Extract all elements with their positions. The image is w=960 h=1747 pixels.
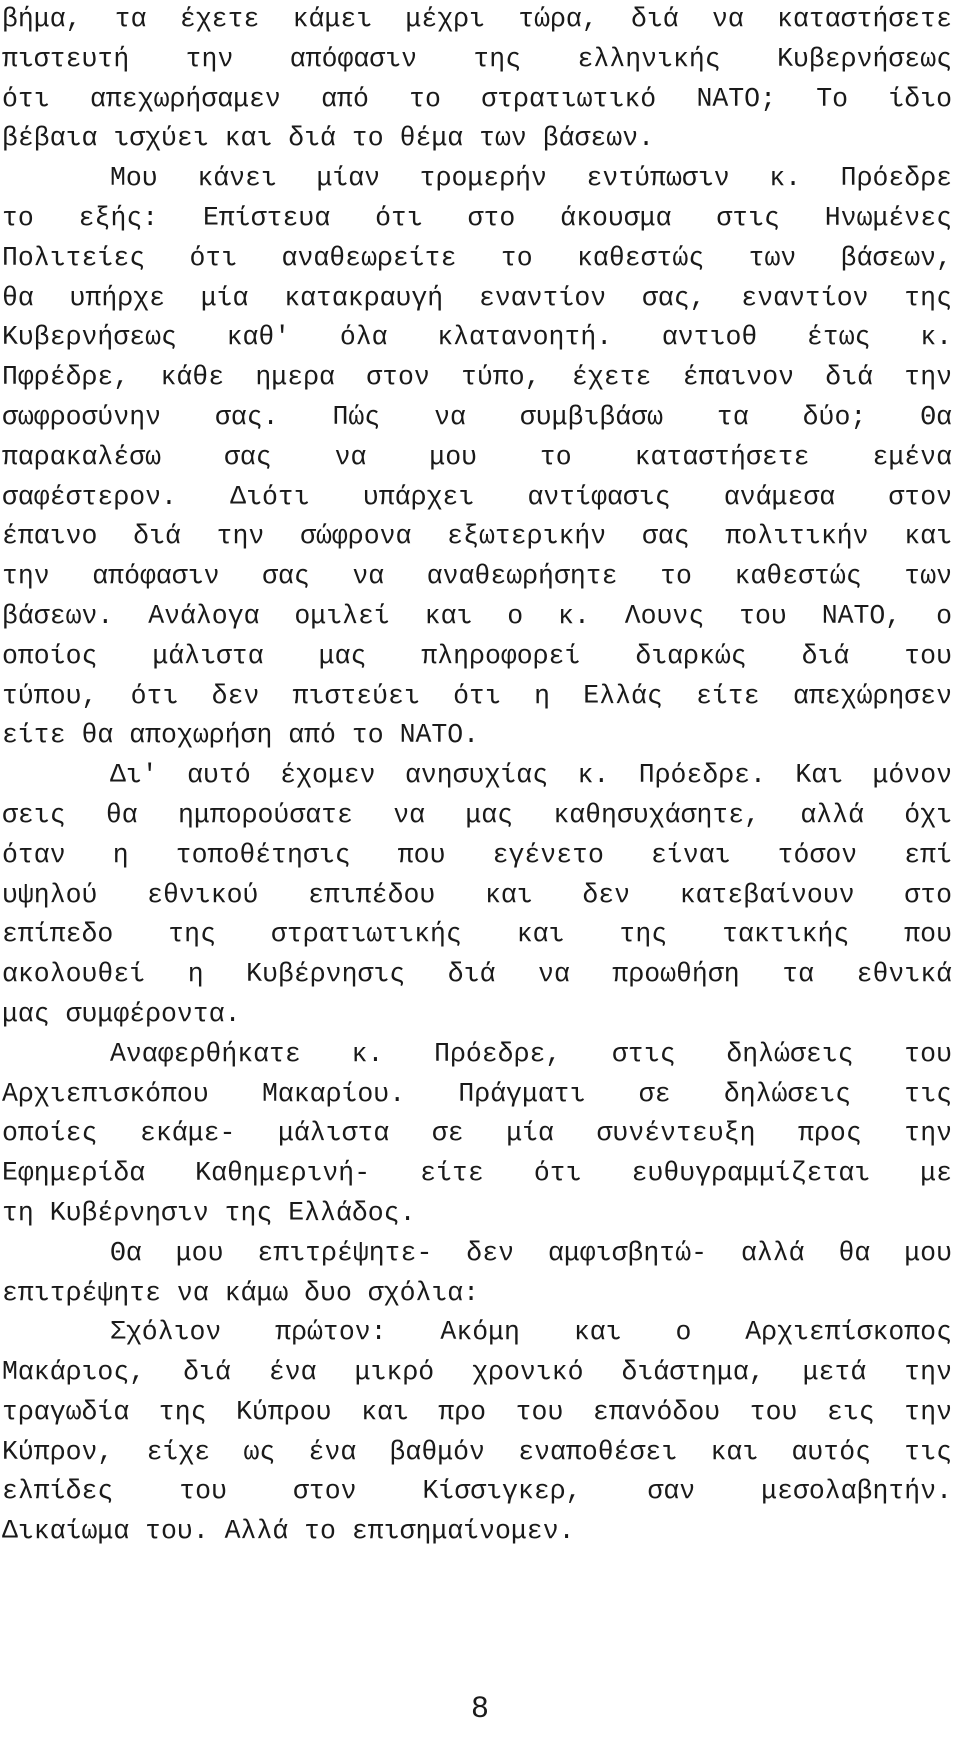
text-line: τύπου, ότι δεν πιστεύει ότι η Ελλάς είτε απεχώρησεν <box>2 680 952 711</box>
text-line: Εφημερίδα Καθημερινή- είτε ότι ευθυγραμμίζεται με <box>2 1158 952 1189</box>
page-number: 8 <box>471 1691 489 1724</box>
text-line: Πολιτείες ότι αναθεωρείτε το καθεστώς των βάσεων, <box>2 242 952 273</box>
text-line: τη Κυβέρνησιν της Ελλάδος. <box>2 1197 416 1228</box>
text-line: σωφροσύνην σας. Πώς να συμβιβάσω τα δύο; Θα <box>2 401 952 432</box>
text-line: το εξής: Επίστευα ότι στο άκουσμα στις Ηνωμένες <box>2 202 952 233</box>
text-line: ελπίδες του στον Κίσσιγκερ, σαν μεσολαβητήν. <box>2 1476 952 1507</box>
text-line: Δικαίωμα του. Αλλά το επισημαίνομεν. <box>2 1516 575 1547</box>
text-line: είτε θα αποχωρήση από το ΝΑΤΟ. <box>2 720 480 751</box>
text-line: οποίες εκάμε- μάλιστα σε μία συνέντευξη προς την <box>2 1118 952 1149</box>
text-line: Κυβερνήσεως καθ' όλα κλατανοητή. αντιοθ έτως κ. <box>2 322 952 353</box>
text-line: Θα μου επιτρέψητε- δεν αμφισβητώ- αλλά θα μου <box>110 1237 952 1268</box>
text-line: Πφρέδρε, κάθε ημερα στον τύπο, έχετε έπαινον διά την <box>2 362 952 393</box>
text-line: έπαινο διά την σώφρονα εξωτερικήν σας πολιτικήν και <box>2 521 952 552</box>
text-line: υψηλού εθνικού επιπέδου και δεν κατεβαίνουν στο <box>2 879 952 910</box>
text-line: βήμα, τα έχετε κάμει μέχρι τώρα, διά να καταστήσετε <box>2 4 952 34</box>
text-line: πιστευτή την απόφασιν της ελληνικής Κυβερνήσεως <box>2 43 952 74</box>
text-line: μας συμφέροντα. <box>2 998 241 1029</box>
text-line: Κύπρον, είχε ως ένα βαθμόν εναποθέσει και αυτός τις <box>2 1436 952 1467</box>
text-line: όταν η τοποθέτησις που εγένετο είναι τόσον επί <box>2 839 952 870</box>
text-line: σαφέστερον. Διότι υπάρχει αντίφασις ανάμεσα στον <box>2 481 952 512</box>
text-line: Αναφερθήκατε κ. Πρόεδρε, στις δηλώσεις του <box>110 1038 952 1069</box>
text-line: Αρχιεπισκόπου Μακαρίου. Πράγματι σε δηλώσεις τις <box>2 1078 952 1109</box>
text-line: θα υπήρχε μία κατακραυγή εναντίον σας, εναντίον της <box>2 282 952 313</box>
text-line: ότι απεχωρήσαμεν από το στρατιωτικό ΝΑΤΟ; Το ίδιο <box>2 83 952 114</box>
text-line: τραγωδία της Κύπρου και προ του επανόδου του εις την <box>2 1396 952 1427</box>
text-line: ακολουθεί η Κυβέρνησις διά να προωθήση τα εθνικά <box>2 959 952 990</box>
text-line: Δι' αυτό έχομεν ανησυχίας κ. Πρόεδρε. Και μόνον <box>110 760 952 791</box>
text-line: οποίος μάλιστα μας πληροφορεί διαρκώς διά του <box>2 640 952 671</box>
text-line: την απόφασιν σας να αναθεωρήσητε το καθεστώς των <box>2 561 952 592</box>
text-line: βάσεων. Ανάλογα ομιλεί και ο κ. Λουνς του ΝΑΤΟ, ο <box>2 600 952 631</box>
text-line: βέβαια ισχύει και διά το θέμα των βάσεων. <box>2 123 655 154</box>
text-line: επίπεδο της στρατιωτικής και της τακτικής που <box>2 919 952 950</box>
body-text <box>2 0 952 1552</box>
text-line: Σχόλιον πρώτον: Ακόμη και ο Αρχιεπίσκοπος <box>110 1317 952 1348</box>
text-line: Μου κάνει μίαν τρομερήν εντύπωσιν κ. Πρόεδρε <box>110 163 952 194</box>
text-line: σεις θα ημπορούσατε να μας καθησυχάσητε, αλλά όχι <box>2 799 952 830</box>
text-line: Μακάριος, διά ένα μικρό χρονικό διάστημα, μετά την <box>2 1357 952 1388</box>
text-line: παρακαλέσω σας να μου το καταστήσετε εμένα <box>2 441 952 472</box>
text-line: επιτρέψητε να κάμω δυο σχόλια: <box>2 1277 480 1308</box>
